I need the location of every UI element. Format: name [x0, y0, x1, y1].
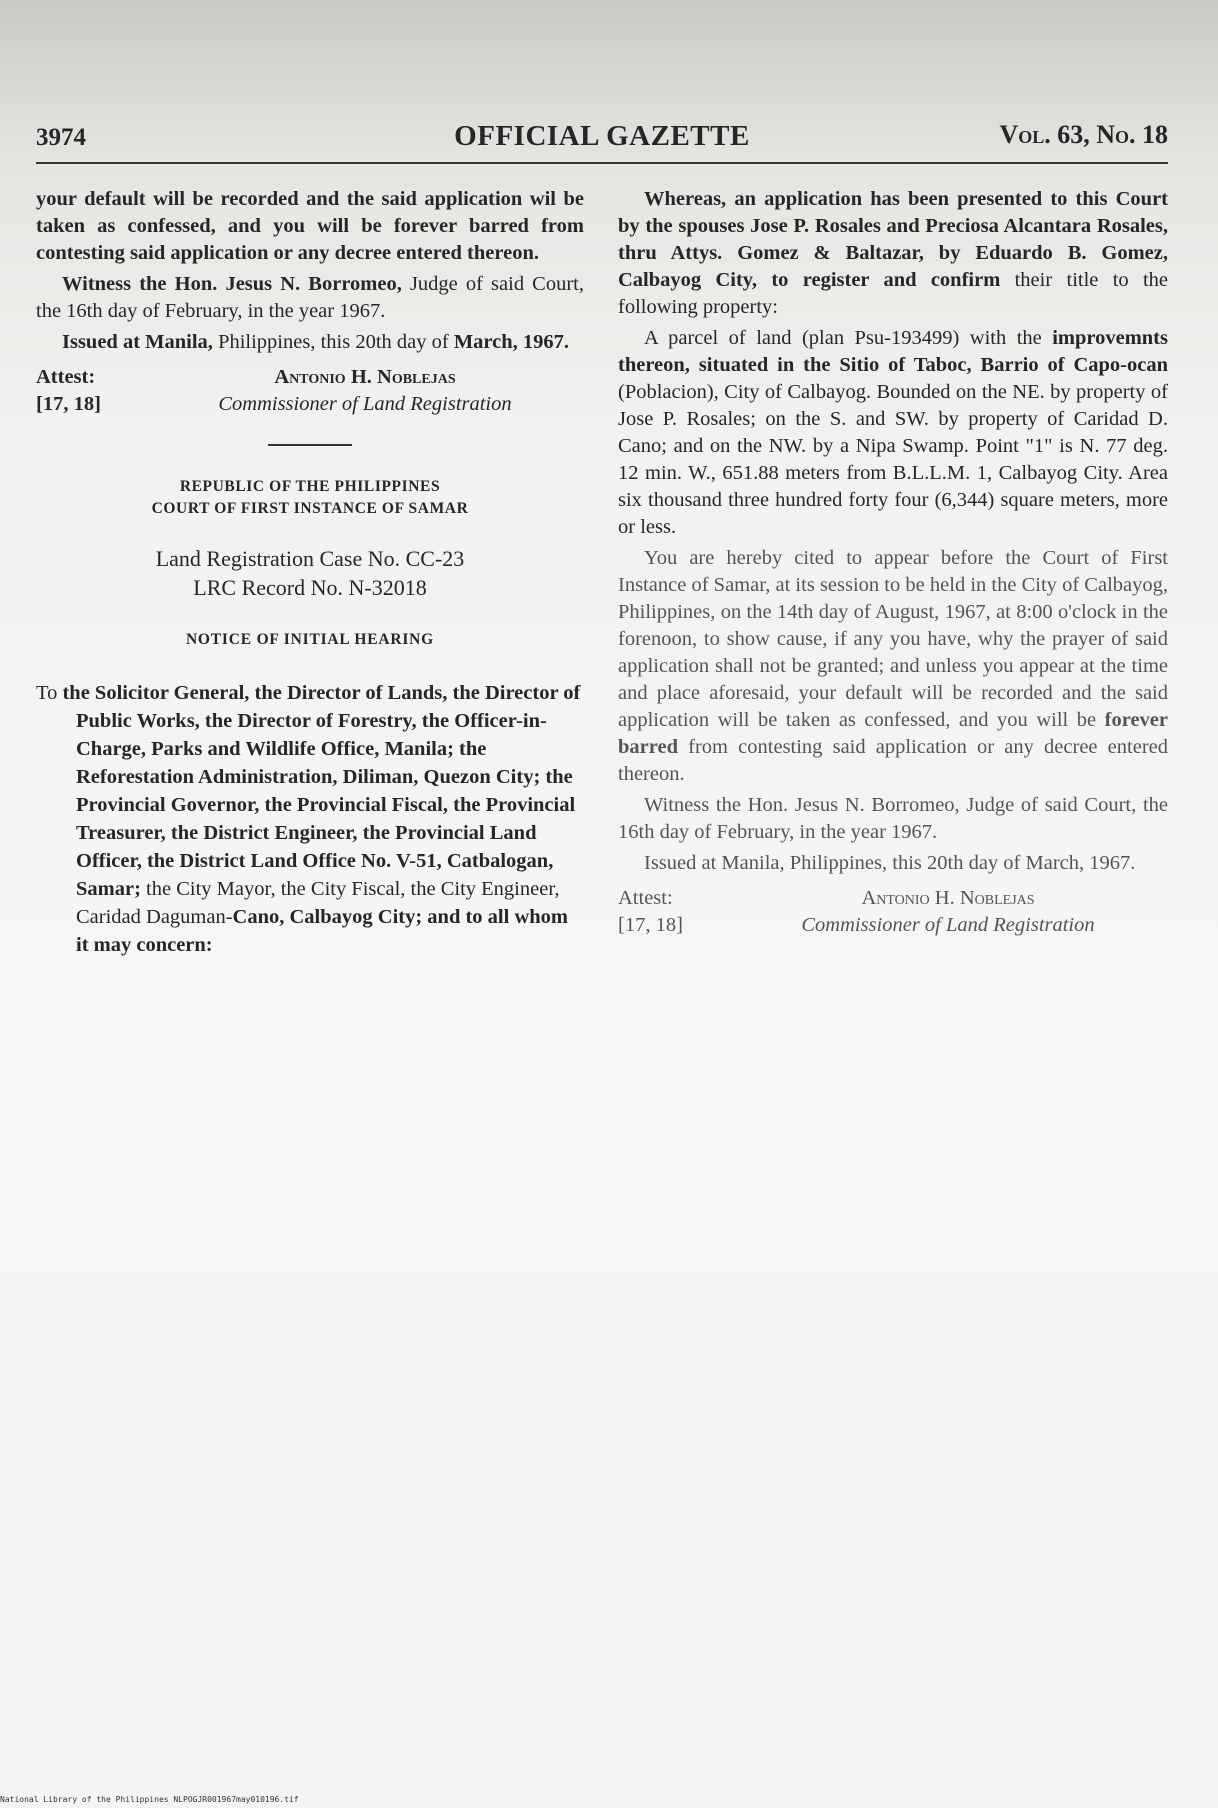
attest-block [36, 364, 584, 418]
right-column [618, 186, 1168, 939]
gazette-title: OFFICIAL GAZETTE [454, 120, 750, 152]
witness-paragraph-2: Witness the Hon. Jesus N. Borromeo, Judge of said Court, the 16th day of February, in the year 1967. [618, 794, 1168, 843]
page-header [36, 118, 1168, 164]
issued-paragraph-2: Issued at Manila, Philippines, this 20th day of March, 1967. [644, 852, 1136, 874]
notice-title: NOTICE OF INITIAL HEARING [185, 631, 435, 648]
issued-paragraph: Issued at Manila, Philippines, this 20th day of March, 1967. [62, 331, 570, 353]
section-divider [268, 444, 352, 446]
page-number: 3974 [36, 124, 86, 151]
republic-heading: REPUBLIC OF THE PHILIPPINES [179, 478, 441, 495]
scan-source-footer: National Library of the Philippines NLPOGJR001967may010196.tif [0, 1795, 299, 1804]
attest-label: Attest: [36, 366, 96, 388]
commissioner-title-2: Commissioner of Land Registration [801, 914, 1095, 936]
left-column [36, 186, 584, 963]
lrc-record: LRC Record No. N-32018 [193, 575, 427, 600]
addressees-paragraph: To the Solicitor General, the Director of Lands, the Director of Public Works, the Director of Forestry, the Officer-in-Charge, Parks and Wildlife Office, Manila; the Reforestation Administration, Diliman, Quezon City; the Provincial Governor, the Provincial Fiscal, the Provincial Treasurer, the District Engineer, the Provincial Land Officer, the District Land Office No. V-51, Catbalogan, Samar; the City Mayor, the City Fiscal, the City Engineer, Caridad Daguman-Cano, Calbayog City; and to all whom it may concern: [36, 682, 581, 956]
cited-paragraph: You are hereby cited to appear before the Court of First Instance of Samar, at its session to be held in the City of Calbayog, Philippines, on the 14th day of August, 1967, at 8:00 o'clock in the forenoon, to show cause, if any you have, why the prayer of said application shall not be granted; and unless you appear at the time and place aforesaid, your default will be recorded and the said application will be taken as confessed, and you will be forever barred from contesting said application or any decree entered thereon. [618, 547, 1168, 785]
prior-notice-continuation: your default will be recorded and the said application wil be taken as confessed, and you will be forever barred from contesting said application or any decree entered thereon. [36, 188, 584, 264]
attest-label-2: Attest: [618, 887, 673, 909]
issue-reference-2: [17, 18] [618, 914, 683, 936]
issue-reference: [17, 18] [36, 393, 101, 415]
commissioner-name: Antonio H. Noblejas [274, 366, 456, 388]
attest-block-2 [618, 885, 1168, 939]
volume-number: Vol. 63, No. 18 [999, 120, 1168, 149]
commissioner-title: Commissioner of Land Registration [218, 393, 512, 415]
property-paragraph: A parcel of land (plan Psu-193499) with the improvemnts thereon, situated in the Sitio of Taboc, Barrio of Capo-ocan (Poblacion), City of Calbayog. Bounded on the NE. by property of Jose P. Rosales; on the S. and SW. by property of Caridad D. Cano; and on the NW. by a Nipa Swamp. Point "1" is N. 77 deg. 12 min. W., 651.88 meters from B.L.L.M. 1, Calbayog City. Area six thousand three hundred forty four (6,344) square meters, more or less. [618, 327, 1168, 538]
whereas-paragraph: Whereas, an application has been presented to this Court by the spouses Jose P. Rosales and Preciosa Alcantara Rosales, thru Attys. Gomez & Baltazar, by Eduardo B. Gomez, Calbayog City, to register and confirm their title to the following property: [618, 188, 1168, 318]
witness-paragraph: Witness the Hon. Jesus N. Borromeo, Judge of said Court, the 16th day of February, in the year 1967. [36, 273, 585, 322]
commissioner-name-2: Antonio H. Noblejas [861, 887, 1035, 909]
court-heading: COURT OF FIRST INSTANCE OF SAMAR [151, 500, 469, 517]
case-number: Land Registration Case No. CC-23 [155, 546, 465, 571]
